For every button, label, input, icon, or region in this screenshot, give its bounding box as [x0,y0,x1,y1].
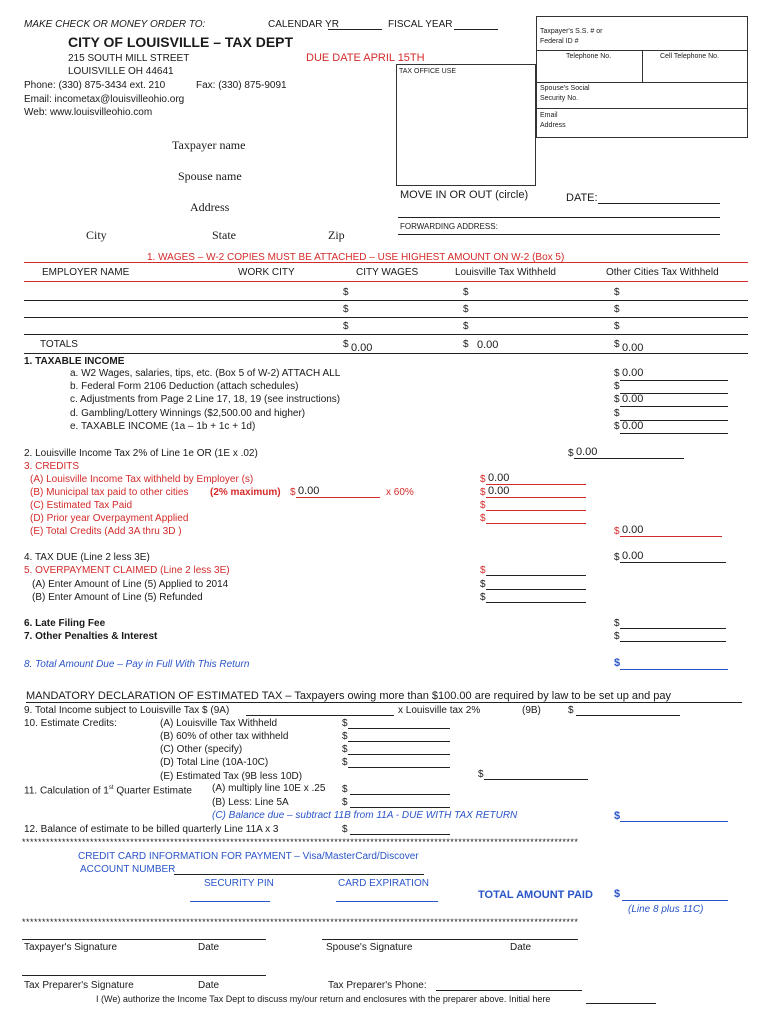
line-10d-dollar: $ [342,757,348,768]
line-1c-value[interactable]: 0.00 [622,393,644,405]
credit-a-dollar: $ [480,474,486,485]
line-9a-field[interactable] [246,715,394,716]
line-1d: d. Gambling/Lottery Winnings ($2,500.00 and higher) [70,408,306,419]
col-work-city: WORK CITY [238,267,295,278]
line-10a-label: (A) Louisville Tax Withheld [160,718,278,729]
line-4-label: 4. TAX DUE (Line 2 less 3E) [24,552,150,563]
line-12-dollar: $ [342,824,348,835]
cell-telephone-label: Cell Telephone No. [660,53,720,60]
line-1a-dollar: $ [614,368,620,379]
credit-b-max: (2% maximum) [210,487,281,498]
line-10a-dollar: $ [342,718,348,729]
credit-c-dollar: $ [480,500,486,511]
line-2-dollar: $ [568,448,574,459]
taxpayer-signature-label: Taxpayer's Signature [24,942,118,953]
line-9b-label: (9B) [522,705,541,716]
totals-wages-dollar: $ [343,339,349,350]
card-expiration-label: CARD EXPIRATION [338,878,429,889]
calendar-yr-field[interactable] [328,29,382,30]
line-5b-dollar: $ [480,592,486,603]
taxpayer-name-label: Taxpayer name [172,138,246,152]
credit-e-dollar: $ [614,526,620,537]
line-11a-label: (A) multiply line 10E x .25 [212,783,326,794]
totals-wages-value[interactable]: 0.00 [351,342,373,354]
taxpayer-signature-field[interactable] [22,939,266,940]
line-12-label: 12. Balance of estimate to be billed quarterly Line 11A x 3 [24,824,279,835]
line-2-value[interactable]: 0.00 [576,446,598,458]
line-4-dollar: $ [614,552,620,563]
initial-here-field[interactable] [586,1003,656,1004]
line-7-field[interactable] [620,641,726,642]
line-10a-field[interactable] [348,728,450,729]
preparer-phone-field[interactable] [436,990,582,991]
total-amount-paid-dollar: $ [614,888,621,900]
move-in-out-label: MOVE IN OR OUT (circle) [400,189,529,201]
line-1a-value[interactable]: 0.00 [622,367,644,379]
credit-a-label: (A) Louisville Income Tax withheld by Employer (s) [30,474,254,485]
line-1e-dollar: $ [614,421,620,432]
line-5-field[interactable] [486,575,586,576]
wage-row-1-wages[interactable]: $ [343,287,349,298]
line-11-label [24,785,192,796]
line-10b-dollar: $ [342,731,348,742]
line-6-field[interactable] [620,628,726,629]
authorization-text: I (We) authorize the Income Tax Dept to discuss my/our return and enclosures with the preparer above. Initial here [96,994,551,1004]
line-5-dollar: $ [480,565,486,576]
line-10c-label: (C) Other (specify) [160,744,243,755]
address-line2: LOUISVILLE OH 44641 [68,66,174,77]
preparer-date-label: Date [198,980,220,991]
line-10e-field[interactable] [484,779,588,780]
ss-label: Taxpayer's S.S. # or [540,28,603,35]
line-5-label: 5. OVERPAYMENT CLAIMED (Line 2 less 3E) [24,565,230,576]
line-5a-label: (A) Enter Amount of Line (5) Applied to 2014 [32,579,229,590]
web-text: Web: www.louisvilleohio.com [24,107,153,118]
totals-louisville-dollar: $ [463,339,469,350]
col-city-wages: CITY WAGES [356,267,419,278]
security-pin-field[interactable] [190,901,270,902]
credit-a-value[interactable]: 0.00 [488,472,510,484]
phone-text: Phone: (330) 875-3434 ext. 210 [24,80,166,91]
credit-card-heading: CREDIT CARD INFORMATION FOR PAYMENT – Visa/MasterCard/Discover [78,851,419,862]
line-10d-label: (D) Total Line (10A-10C) [160,757,269,768]
line-1b: b. Federal Form 2106 Deduction (attach schedules) [70,381,299,392]
line-9-rate: x Louisville tax 2% [398,705,481,716]
spouse-signature-label: Spouse's Signature [326,942,413,953]
line-9b-field[interactable] [576,715,680,716]
line-9-label: 9. Total Income subject to Louisville Tax $ (9A) [24,705,230,716]
line-5b-field[interactable] [486,602,586,603]
line-1e: e. TAXABLE INCOME (1a – 1b + 1c + 1d) [70,421,256,432]
credit-b-input-value[interactable]: 0.00 [298,485,320,497]
line-10b-label: (B) 60% of other tax withheld [160,731,289,742]
preparer-phone-label: Tax Preparer's Phone: [328,980,427,991]
line-8-label: 8. Total Amount Due – Pay in Full With This Return [24,659,250,670]
credit-c-label: (C) Estimated Tax Paid [30,500,133,511]
page-title: CITY OF LOUISVILLE – TAX DEPT [68,34,294,50]
preparer-signature-field[interactable] [22,975,266,976]
totals-other-value[interactable]: 0.00 [622,342,644,354]
line-9b-dollar: $ [568,705,574,716]
forwarding-address-label: FORWARDING ADDRESS: [400,222,498,231]
credit-e-value[interactable]: 0.00 [622,524,644,536]
move-date-field[interactable] [598,203,720,204]
due-date: DUE DATE APRIL 15TH [306,52,425,64]
totals-label: TOTALS [40,339,78,350]
security-pin-label: SECURITY PIN [204,878,274,889]
spouse-ss-label1: Spouse's Social [540,85,590,92]
credit-c-field[interactable] [486,510,586,511]
credit-d-field[interactable] [486,523,586,524]
line-11a-field[interactable] [350,794,450,795]
credit-d-label: (D) Prior year Overpayment Applied [30,513,189,524]
credit-b-label: (B) Municipal tax paid to other cities [30,487,189,498]
line-8-field[interactable] [620,669,728,670]
total-amount-paid-label: TOTAL AMOUNT PAID [478,889,593,901]
email-text: Email: incometax@louisvilleohio.org [24,94,185,105]
divider-stars-2: ******************************************************************************************************************************************* [22,918,579,927]
credit-b-result-dollar: $ [480,487,486,498]
line-4-value[interactable]: 0.00 [622,550,644,562]
spouse-name-label: Spouse name [178,169,242,183]
credits-heading: 3. CREDITS [24,461,80,472]
line-11b-dollar: $ [342,797,348,808]
line-1a: a. W2 Wages, salaries, tips, etc. (Box 5 of W-2) ATTACH ALL [70,368,341,379]
spouse-signature-field[interactable] [322,939,578,940]
line-1d-dollar: $ [614,408,620,419]
taxable-income-heading: 1. TAXABLE INCOME [24,356,125,367]
totals-other-dollar: $ [614,339,620,350]
wage-row-3-other[interactable]: $ [614,321,620,332]
total-amount-paid-field[interactable] [622,900,728,901]
fiscal-year-label: FISCAL YEAR [388,19,453,30]
line-11c-label: (C) Balance due – subtract 11B from 11A - DUE WITH TAX RETURN [212,810,518,821]
line-6-dollar: $ [614,618,620,629]
email-address-label2: Address [540,122,566,129]
credit-d-dollar: $ [480,513,486,524]
email-address-label1: Email [540,112,558,119]
line-11a-dollar: $ [342,784,348,795]
taxpayer-date-label: Date [198,942,220,953]
city-label: City [86,228,107,242]
line-10d-field[interactable] [348,767,450,768]
col-employer-name: EMPLOYER NAME [42,267,130,278]
forwarding-address-field[interactable] [398,234,720,235]
col-other-withheld: Other Cities Tax Withheld [606,267,719,278]
line-10-label: 10. Estimate Credits: [24,718,117,729]
line-5a-field[interactable] [486,589,586,590]
credit-b-x60: x 60% [386,487,414,498]
line-5a-dollar: $ [480,579,486,590]
line-1c-dollar: $ [614,394,620,405]
divider-stars-1: ******************************************************************************************************************************************* [22,838,579,847]
estimated-heading: MANDATORY DECLARATION OF ESTIMATED TAX – Taxpayers owing more than $100.00 are required by law to be set up and pay [26,690,672,702]
move-date-label: DATE: [566,192,598,204]
line-10e-label: (E) Estimated Tax (9B less 10D) [160,771,303,782]
address-label: Address [190,200,230,214]
make-check-label: MAKE CHECK OR MONEY ORDER TO: [24,19,206,30]
line-11-text-rest: Quarter Estimate [113,785,192,797]
credit-e-label: (E) Total Credits (Add 3A thru 3D ) [30,526,182,537]
line-10e-dollar: $ [478,769,484,780]
line-1c: c. Adjustments from Page 2 Line 17, 18, 19 (see instructions) [70,394,341,405]
wage-row-2-other[interactable]: $ [614,304,620,315]
line-10c-dollar: $ [342,744,348,755]
line-12-field[interactable] [350,834,450,835]
tax-office-use-label: TAX OFFICE USE [399,68,457,75]
card-expiration-field[interactable] [336,901,438,902]
credit-b-result-value[interactable]: 0.00 [488,485,510,497]
spouse-date-label: Date [510,942,532,953]
wage-row-2-louisville[interactable]: $ [463,304,469,315]
wage-row-3-louisville[interactable]: $ [463,321,469,332]
totals-louisville-value[interactable]: 0.00 [477,339,499,351]
state-label: State [212,228,236,242]
line-7-dollar: $ [614,631,620,642]
line-2-label: 2. Louisville Income Tax 2% of Line 1e OR (1E x .02) [24,448,258,459]
account-number-label: ACCOUNT NUMBER [80,864,176,875]
line-11b-label: (B) Less: Line 5A [212,797,289,808]
calendar-yr-label: CALENDAR YR [268,19,339,30]
address-line1: 215 SOUTH MILL STREET [68,53,190,64]
line-11-sup: st [108,785,114,791]
spouse-ss-label2: Security No. [540,95,579,102]
preparer-signature-label: Tax Preparer's Signature [24,980,134,991]
telephone-label: Telephone No. [566,53,612,60]
account-number-field[interactable] [174,874,424,875]
line-6-label: 6. Late Filing Fee [24,618,106,629]
line-11-text: 11. Calculation of 1 [24,785,109,797]
col-louisville-withheld: Louisville Tax Withheld [455,267,556,278]
wage-row-1-other[interactable]: $ [614,287,620,298]
line-11c-field[interactable] [620,821,728,822]
line-11c-dollar: $ [614,810,621,822]
line-1e-value[interactable]: 0.00 [622,420,644,432]
line-7-label: 7. Other Penalties & Interest [24,631,158,642]
total-note: (Line 8 plus 11C) [628,904,704,915]
credit-b-dollar: $ [290,487,296,498]
line-11b-field[interactable] [350,807,450,808]
line-10b-field[interactable] [348,741,450,742]
fiscal-year-field[interactable] [454,29,498,30]
wage-row-2-wages[interactable]: $ [343,304,349,315]
zip-label: Zip [328,228,345,242]
fax-text: Fax: (330) 875-9091 [196,80,287,91]
wage-row-3-wages[interactable]: $ [343,321,349,332]
line-5b-label: (B) Enter Amount of Line (5) Refunded [32,592,203,603]
line-8-dollar: $ [614,657,621,669]
federal-id-label: Federal ID # [540,38,579,45]
line-1b-dollar: $ [614,381,620,392]
wage-row-1-louisville[interactable]: $ [463,287,469,298]
wages-heading: 1. WAGES – W-2 COPIES MUST BE ATTACHED – USE HIGHEST AMOUNT ON W-2 (Box 5) [147,252,565,263]
line-10c-field[interactable] [348,754,450,755]
tax-office-use-box [396,64,536,186]
